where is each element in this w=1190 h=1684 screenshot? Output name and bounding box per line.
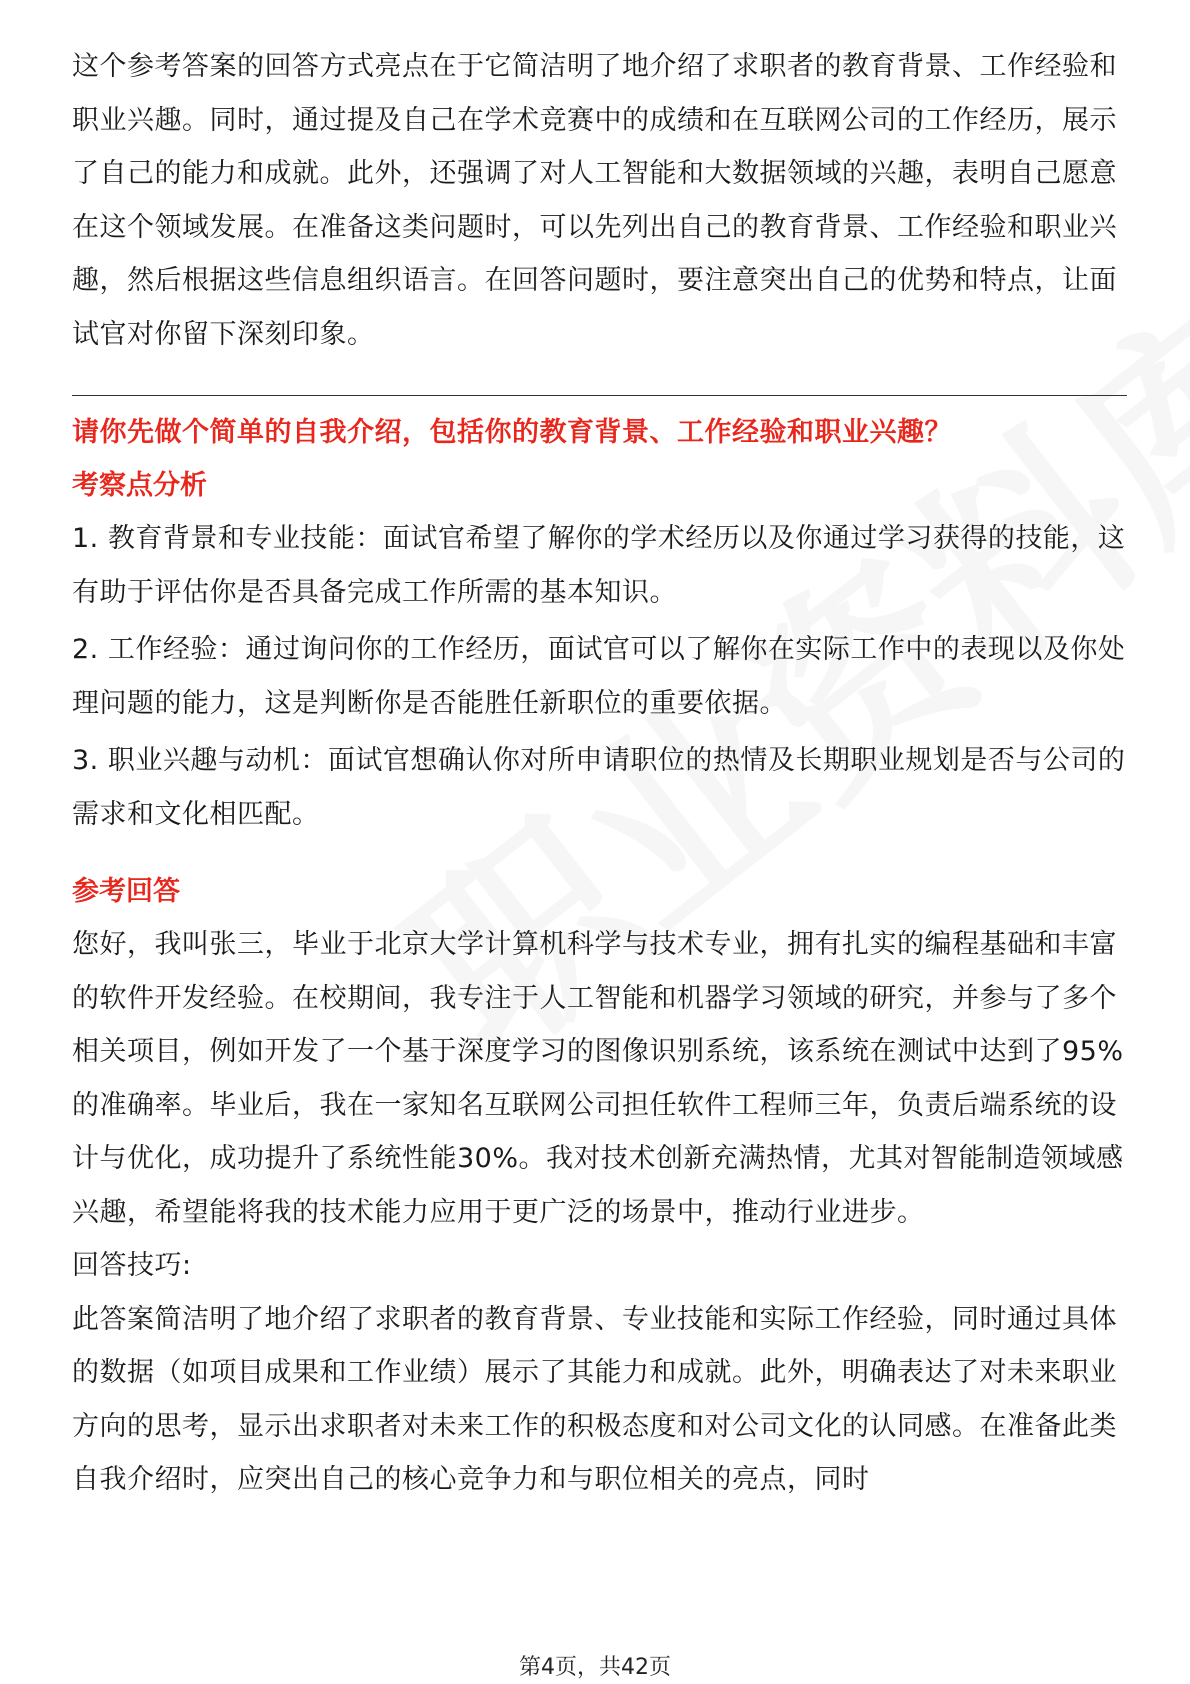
page-footer: 第4页，共42页 <box>519 1655 671 1680</box>
question-title: 请你先做个简单的自我介绍，包括你的教育背景、工作经验和职业兴趣？ <box>72 417 952 448</box>
analysis-item-2: 2. 工作经验：通过询问你的工作经历，面试官可以了解你在实际工作中的表现以及你处理问题的能力，这是判断你是否能胜任新职位的重要依据。 <box>72 634 1126 719</box>
tips-paragraph: 此答案简洁明了地介绍了求职者的教育背景、专业技能和实际工作经验，同时通过具体的数据（如项目成果和工作业绩）展示了其能力和成就。此外，明确表达了对未来职业方向的思考，显示出求职者对未来工作的积极态度和对公司文化的认同感。在准备此类自我介绍时，应突出自己的核心竞争力和与职位相关的亮点，同时 <box>72 1303 1117 1495</box>
section-divider <box>72 395 1127 396</box>
analysis-heading: 考察点分析 <box>72 470 207 501</box>
reference-heading: 参考回答 <box>72 876 180 907</box>
intro-paragraph: 这个参考答案的回答方式亮点在于它简洁明了地介绍了求职者的教育背景、工作经验和职业兴趣。同时，通过提及自己在学术竞赛中的成绩和在互联网公司的工作经历，展示了自己的能力和成就。此外，还强调了对人工智能和大数据领域的兴趣，表明自己愿意在这个领域发展。在准备这类问题时，可以先列出自己的教育背景、工作经验和职业兴趣，然后根据这些信息组织语言。在回答问题时，要注意突出自己的优势和特点，让面试官对你留下深刻印象。 <box>72 51 1117 350</box>
reference-answer: 您好，我叫张三，毕业于北京大学计算机科学与技术专业，拥有扎实的编程基础和丰富的软件开发经验。在校期间，我专注于人工智能和机器学习领域的研究，并参与了多个相关项目，例如开发了一个基于深度学习的图像识别系统，该系统在测试中达到了95%的准确率。毕业后，我在一家知名互联网公司担任软件工程师三年，负责后端系统的设计与优化，成功提升了系统性能30%。我对技术创新充满热情，尤其对智能制造领域感兴趣，希望能将我的技术能力应用于更广泛的场景中，推动行业进步。 <box>72 929 1124 1228</box>
tips-label: 回答技巧: <box>72 1250 192 1281</box>
document-page <box>72 40 1127 1507</box>
spacer <box>72 845 1127 865</box>
analysis-item-1: 1. 教育背景和专业技能：面试官希望了解你的学术经历以及你通过学习获得的技能，这有助于评估你是否具备完成工作所需的基本知识。 <box>72 523 1126 608</box>
analysis-item-3: 3. 职业兴趣与动机：面试官想确认你对所申请职位的热情及长期职业规划是否与公司的需求和文化相匹配。 <box>72 745 1126 830</box>
